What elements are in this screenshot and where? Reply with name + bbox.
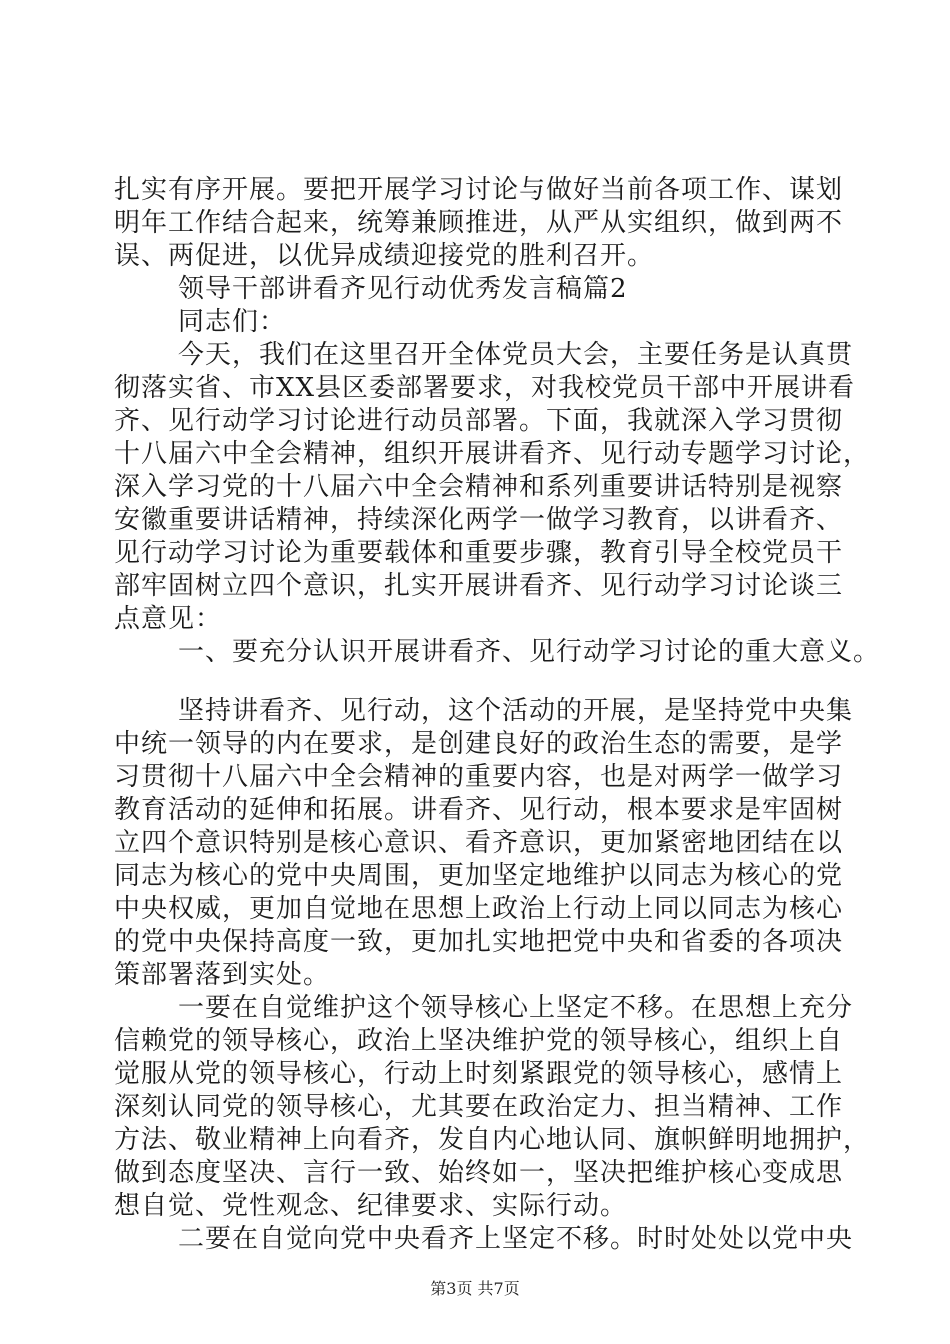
body-line: 安徽重要讲话精神，持续深化两学一做学习教育，以讲看齐、 <box>114 505 844 535</box>
body-line: 做到态度坚决、言行一致、始终如一，坚决把维护核心变成思 <box>114 1158 844 1188</box>
salutation: 同志们： <box>178 307 287 337</box>
body-line: 误、两促进，以优异成绩迎接党的胜利召开。 <box>114 241 655 271</box>
body-line: 策部署落到实处。 <box>114 960 331 990</box>
body-line: 中央权威，更加自觉地在思想上政治上行动上同以同志为核心 <box>114 894 844 924</box>
body-line: 觉服从党的领导核心，行动上时刻紧跟党的领导核心，感情上 <box>114 1059 844 1089</box>
body-line: 中统一领导的内在要求，是创建良好的政治生态的需要，是学 <box>114 729 844 759</box>
body-line: 点意见： <box>114 604 223 634</box>
body-line: 明年工作结合起来，统筹兼顾推进，从严从实组织，做到两不 <box>114 208 844 238</box>
body-line: 教育活动的延伸和拓展。讲看齐、见行动，根本要求是牢固树 <box>114 795 844 825</box>
body-line: 立四个意识特别是核心意识、看齐意识，更加紧密地团结在以 <box>114 828 844 858</box>
body-line: 彻落实省、市XX县区委部署要求，对我校党员干部中开展讲看 <box>114 373 856 403</box>
section-heading: 领导干部讲看齐见行动优秀发言稿篇2 <box>178 274 628 304</box>
body-line: 二要在自觉向党中央看齐上坚定不移。时时处处以党中央 <box>178 1224 854 1254</box>
page-number-footer: 第3页 共7页 <box>430 1279 520 1298</box>
body-line: 想自觉、党性观念、纪律要求、实际行动。 <box>114 1191 628 1221</box>
body-line: 部牢固树立四个意识，扎实开展讲看齐、见行动学习讨论谈三 <box>114 571 844 601</box>
body-line: 齐、见行动学习讨论进行动员部署。下面，我就深入学习贯彻 <box>114 406 844 436</box>
body-line: 深入学习党的十八届六中全会精神和系列重要讲话特别是视察 <box>114 472 844 502</box>
body-line: 今天，我们在这里召开全体党员大会，主要任务是认真贯 <box>178 340 854 370</box>
body-line: 信赖党的领导核心，政治上坚决维护党的领导核心，组织上自 <box>114 1026 844 1056</box>
body-line: 方法、敬业精神上向看齐，发自内心地认同、旗帜鲜明地拥护， <box>114 1125 871 1155</box>
body-line: 十八届六中全会精神，组织开展讲看齐、见行动专题学习讨论， <box>114 439 871 469</box>
body-line: 习贯彻十八届六中全会精神的重要内容，也是对两学一做学习 <box>114 762 844 792</box>
body-line: 见行动学习讨论为重要载体和重要步骤，教育引导全校党员干 <box>114 538 844 568</box>
subheading: 一、要充分认识开展讲看齐、见行动学习讨论的重大意义。 <box>178 637 881 667</box>
body-line: 同志为核心的党中央周围，更加坚定地维护以同志为核心的党 <box>114 861 844 891</box>
body-line: 坚持讲看齐、见行动，这个活动的开展，是坚持党中央集 <box>178 696 854 726</box>
body-line: 扎实有序开展。要把开展学习讨论与做好当前各项工作、谋划 <box>114 175 844 205</box>
body-line: 深刻认同党的领导核心，尤其要在政治定力、担当精神、工作 <box>114 1092 844 1122</box>
body-line: 的党中央保持高度一致，更加扎实地把党中央和省委的各项决 <box>114 927 844 957</box>
body-line: 一要在自觉维护这个领导核心上坚定不移。在思想上充分 <box>178 993 854 1023</box>
